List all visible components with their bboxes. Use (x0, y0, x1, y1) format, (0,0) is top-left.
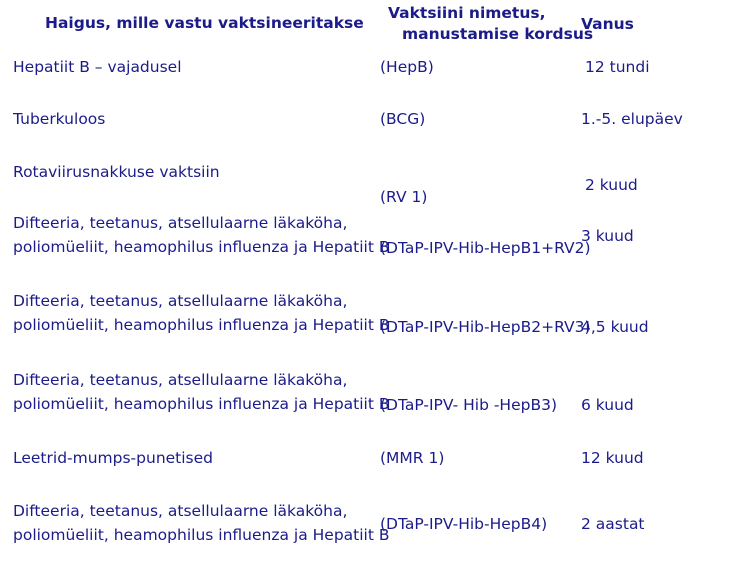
row-vaccine: (DTaP-IPV- Hib -HepB3) (380, 396, 558, 414)
row-vaccine: (DTaP-IPV-Hib-HepB1+RV2) (380, 239, 591, 257)
row-disease-line1: Leetrid-mumps-punetised (13, 449, 214, 467)
row-disease (13, 368, 390, 416)
row-disease-line1: Hepatiit B – vajadusel (13, 58, 182, 76)
row-vaccine: (MMR 1) (380, 449, 445, 467)
row-vaccine: (RV 1) (380, 188, 428, 206)
row-vaccine: (BCG) (380, 110, 426, 128)
row-age: 2 kuud (585, 176, 638, 194)
header-age: Vanus (581, 15, 634, 33)
header-vaccine-line1: Vaktsiini nimetus, (388, 4, 546, 22)
row-age: 12 tundi (585, 58, 650, 76)
row-disease-line1: Rotaviirusnakkuse vaktsiin (13, 163, 220, 181)
row-disease (13, 289, 390, 337)
header-vaccine (388, 3, 593, 45)
row-disease (13, 446, 213, 470)
row-vaccine: (DTaP-IPV-Hib-HepB2+RV3) (380, 318, 591, 336)
row-vaccine: (DTaP-IPV-Hib-HepB4) (380, 515, 548, 533)
row-disease-line2: poliomüeliit, heamophilus influenza ja Hepatiit B (13, 395, 390, 413)
row-disease (13, 160, 220, 184)
row-age: 2 aastat (581, 515, 645, 533)
row-age: 1.-5. elupäev (581, 110, 683, 128)
row-vaccine: (HepB) (380, 58, 434, 76)
header-vaccine-line2: manustamise kordsus (402, 25, 594, 43)
row-age: 3 kuud (581, 227, 634, 245)
row-age: 4,5 kuud (581, 318, 649, 336)
row-disease-line2: poliomüeliit, heamophilus influenza ja Hepatiit B (13, 238, 390, 256)
row-disease-line2: poliomüeliit, heamophilus influenza ja Hepatiit B (13, 316, 390, 334)
row-disease-line1: Tuberkuloos (13, 110, 106, 128)
row-age: 12 kuud (581, 449, 644, 467)
row-age: 6 kuud (581, 396, 634, 414)
row-disease (13, 107, 105, 131)
row-disease-line2: poliomüeliit, heamophilus influenza ja Hepatiit B (13, 526, 390, 544)
row-disease (13, 55, 182, 79)
row-disease (13, 211, 390, 259)
header-disease: Haigus, mille vastu vaktsineeritakse (45, 14, 364, 32)
row-disease-line1: Difteeria, teetanus, atsellulaarne läkaköha, (13, 292, 348, 310)
row-disease-line1: Difteeria, teetanus, atsellulaarne läkaköha, (13, 371, 348, 389)
row-disease-line1: Difteeria, teetanus, atsellulaarne läkaköha, (13, 502, 348, 520)
row-disease (13, 499, 390, 547)
row-disease-line1: Difteeria, teetanus, atsellulaarne läkaköha, (13, 214, 348, 232)
